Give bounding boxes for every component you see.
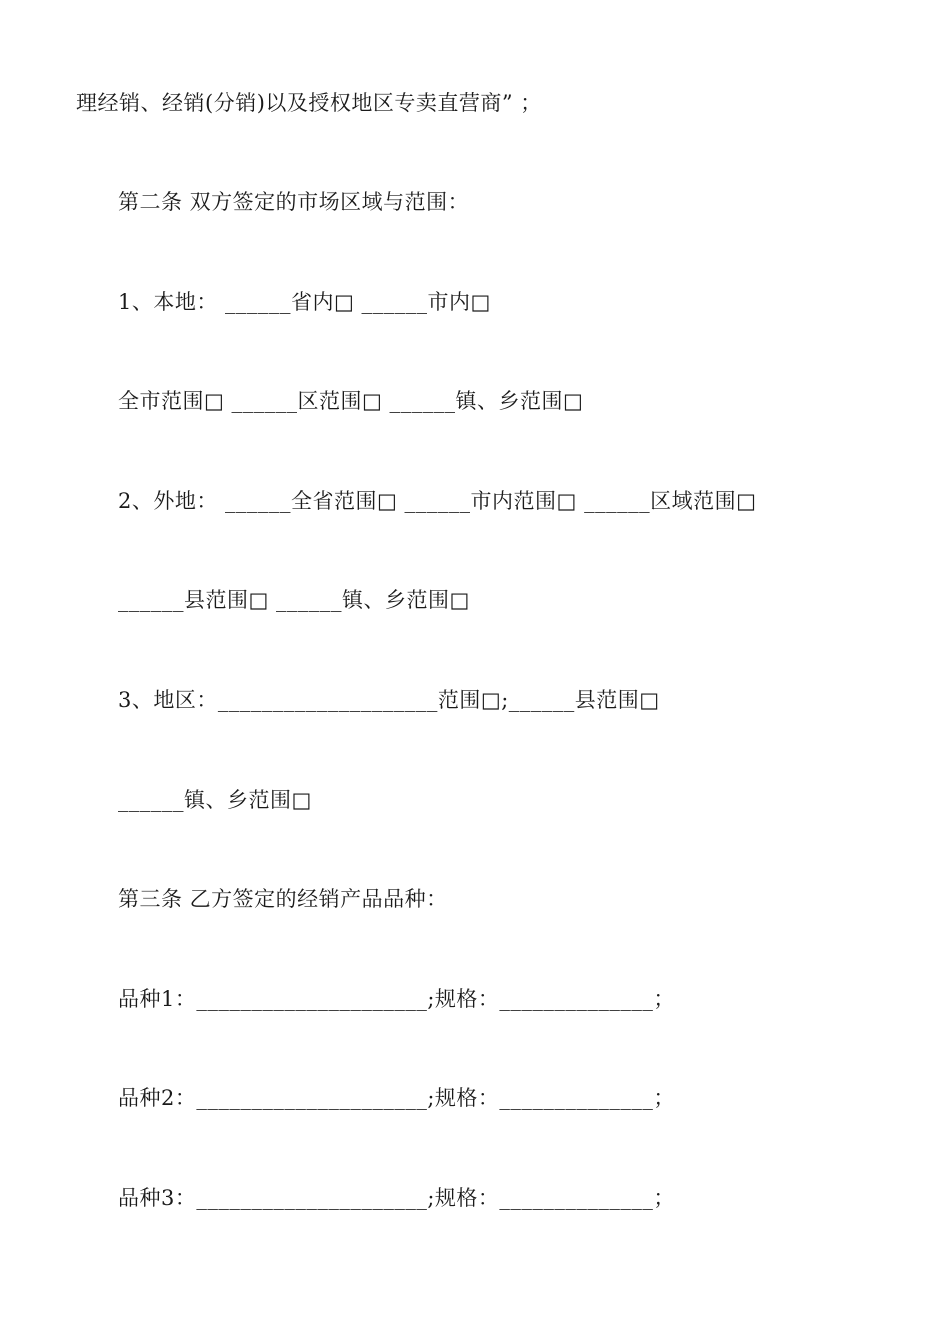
local-area-line: 1、本地： ______省内□ ______市内□: [118, 290, 491, 314]
product-variety-3: 品种3：_____________________;规格：______________；: [118, 1186, 675, 1210]
article-3-heading: 第三条 乙方签定的经销产品品种：: [118, 887, 448, 911]
local-area-scope-line: 全市范围□ ______区范围□ ______镇、乡范围□: [118, 389, 584, 413]
article-2-heading: 第二条 双方签定的市场区域与范围：: [118, 190, 470, 214]
remote-area-scope-line: ______县范围□ ______镇、乡范围□: [118, 588, 470, 612]
remote-area-line: 2、外地： ______全省范围□ ______市内范围□ ______区域范围□: [118, 489, 757, 513]
continuation-line: 理经销、经销(分销)以及授权地区专卖直营商” ；: [76, 91, 542, 115]
product-variety-1: 品种1：_____________________;规格：______________；: [118, 987, 675, 1011]
region-scope-line: ______镇、乡范围□: [118, 788, 312, 812]
product-variety-2: 品种2：_____________________;规格：______________；: [118, 1086, 675, 1110]
region-line: 3、地区：____________________范围□;______县范围□: [118, 688, 660, 712]
